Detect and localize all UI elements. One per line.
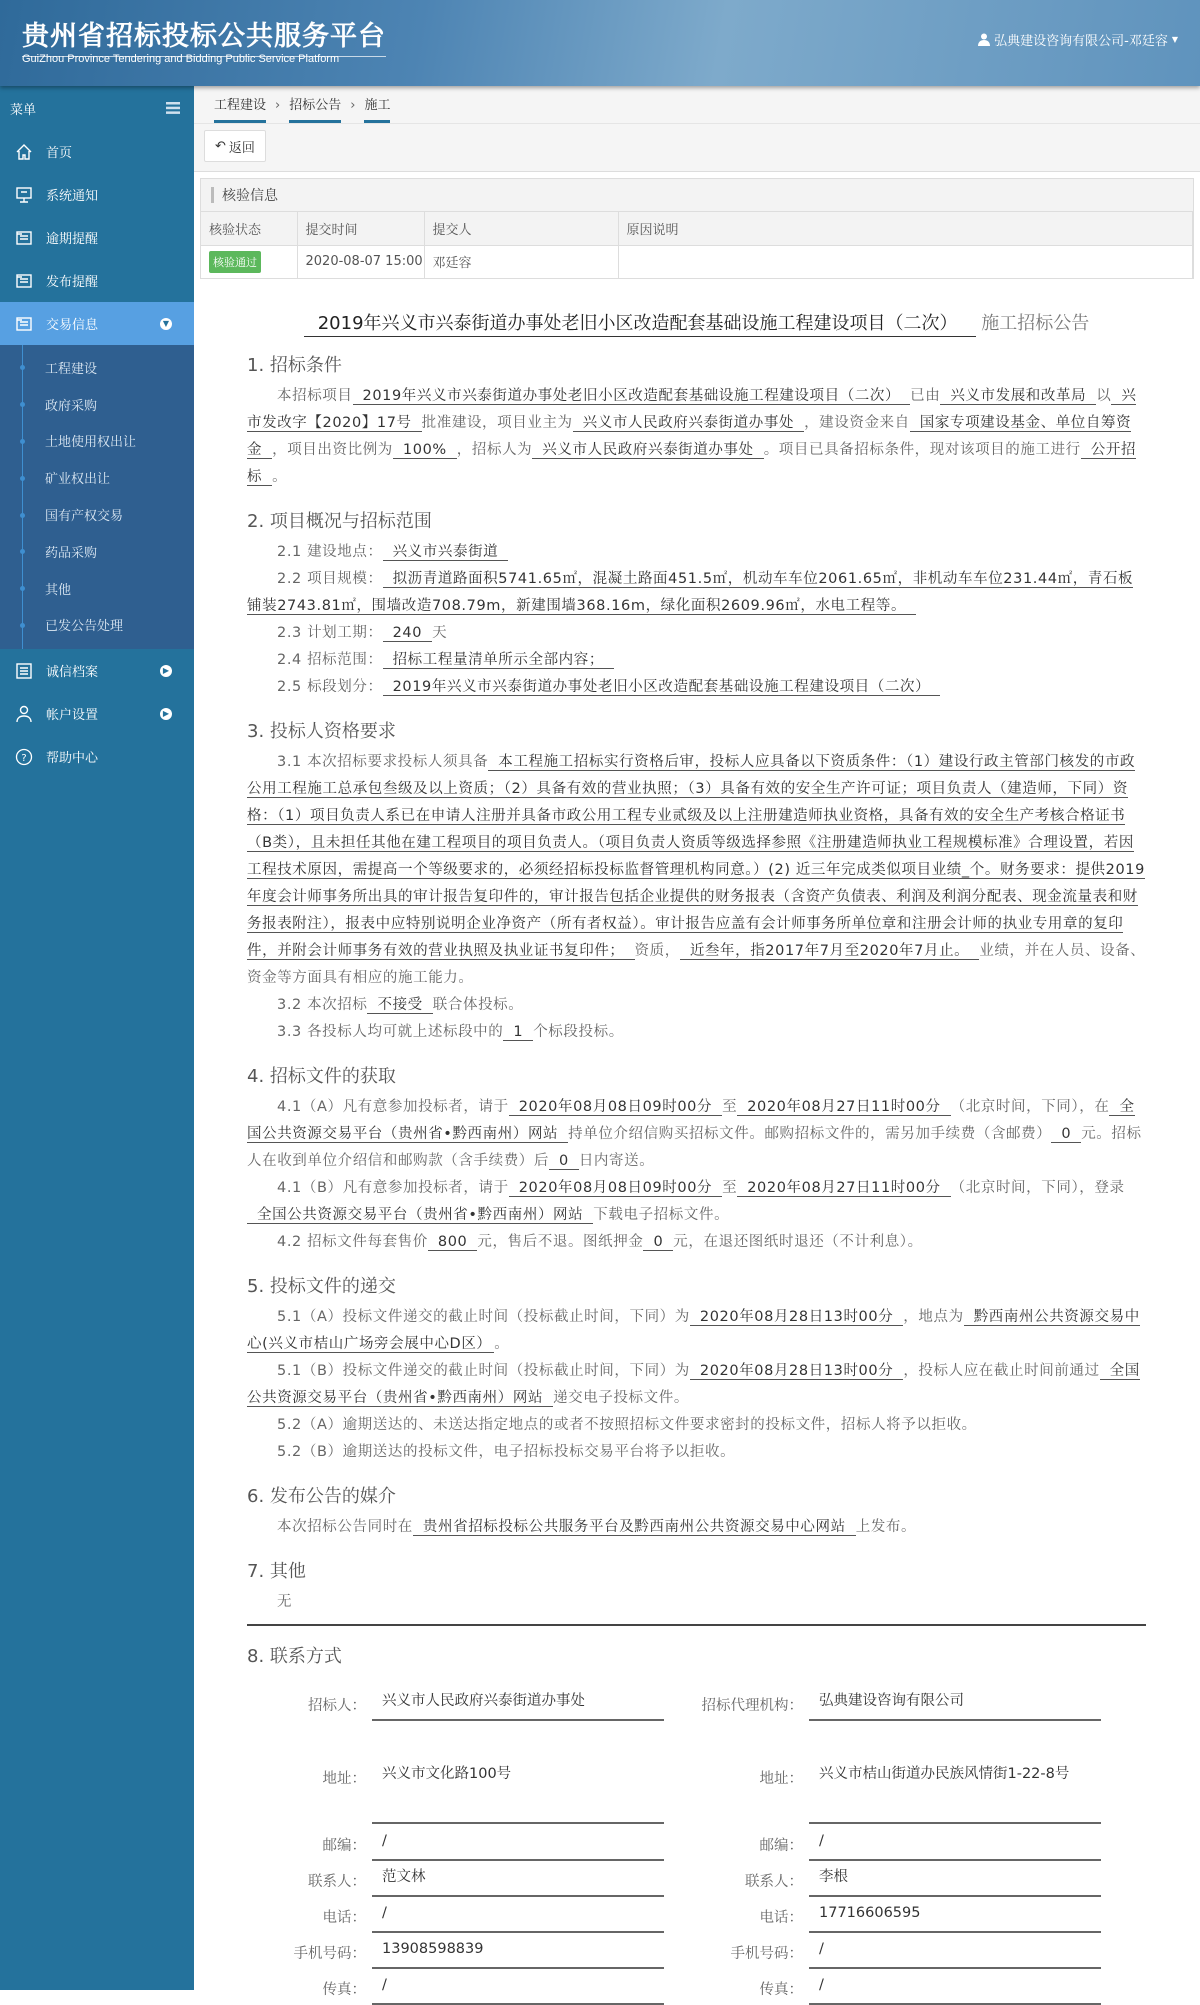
text-segment: 个标段投标。: [533, 1024, 624, 1040]
filled-value: 兴义市人民政府兴泰街道办事处: [532, 442, 763, 459]
verify-table: [201, 212, 1193, 278]
filled-value: 800: [428, 1234, 477, 1251]
contact-label: 邮编：: [322, 1838, 366, 1854]
sidebar: [0, 86, 194, 1990]
text-segment: （北京时间，下同），在: [950, 1099, 1110, 1115]
section-heading: 7. 其他: [247, 1561, 306, 1582]
contact-label: 联系人：: [745, 1874, 803, 1890]
text-segment: 2.2 项目规模：: [277, 571, 383, 587]
submenu-item[interactable]: 其他: [0, 570, 194, 607]
filled-value: 2020年08月27日11时00分: [737, 1099, 950, 1116]
divider: [247, 1624, 1146, 1626]
contact-row: [247, 1688, 664, 1721]
section-heading: 4. 招标文件的获取: [247, 1066, 396, 1087]
contact-label: 邮编：: [759, 1838, 803, 1854]
filled-value: 贵州省招标投标公共服务平台及黔西南州公共资源交易中心网站: [413, 1519, 856, 1536]
column-header: 原因说明: [618, 212, 1193, 245]
chevron-down-icon: ▼: [160, 318, 172, 330]
filled-value: 公开招标: [247, 442, 1137, 485]
text-segment: 资质，: [634, 943, 680, 959]
text-segment: ，地点为: [903, 1309, 964, 1325]
contact-info: [247, 1674, 1146, 1998]
contact-value: /: [372, 1828, 664, 1861]
paragraph: [247, 1094, 1146, 1175]
user-settings-icon: [14, 704, 34, 724]
submenu-item[interactable]: 政府采购: [0, 386, 194, 423]
contact-value: /: [809, 1972, 1101, 2005]
sidebar-item-label: 帮助中心: [46, 751, 99, 767]
paragraph: [247, 1175, 1146, 1229]
sidebar-item-account-settings[interactable]: [0, 692, 194, 735]
text-segment: 天: [432, 625, 448, 641]
text-segment: 本招标项目: [277, 388, 353, 404]
paragraph: [247, 674, 1146, 701]
contact-row: [247, 1972, 664, 2005]
text-segment: 元，在退还图纸时退还（不计利息）。: [673, 1234, 923, 1250]
filled-value: 兴义市人民政府兴泰街道办事处: [573, 415, 804, 432]
contact-row: [247, 1936, 664, 1969]
user-menu[interactable]: [978, 30, 1178, 49]
paragraph: [247, 566, 1146, 620]
sidebar-item-overdue[interactable]: [0, 216, 194, 259]
filled-value: 2020年08月28日13时00分: [690, 1309, 903, 1326]
contact-label: 手机号码：: [293, 1946, 366, 1962]
back-icon: ↶: [215, 138, 226, 154]
site-logo-subtitle: GuiZhou Province Tendering and Bidding Public Service Platform: [22, 53, 340, 65]
contact-label: 传真：: [322, 1982, 366, 1998]
contact-value: /: [809, 1828, 1101, 1861]
contact-value: 弘典建设咨询有限公司: [809, 1688, 1101, 1721]
text-segment: 至: [722, 1099, 738, 1115]
text-segment: 上发布。: [855, 1519, 917, 1535]
sidebar-item-help[interactable]: [0, 735, 194, 778]
user-name: 弘典建设咨询有限公司-邓廷容: [994, 34, 1168, 49]
contact-label: 传真：: [759, 1982, 803, 1998]
filled-value: 2020年08月08日09时00分: [509, 1180, 722, 1197]
contact-row: [247, 1828, 664, 1861]
verify-info-title: 核验信息: [201, 179, 1193, 212]
paragraph: [247, 647, 1146, 674]
text-segment: 。: [494, 1336, 510, 1352]
contact-label: 电话：: [322, 1910, 366, 1926]
sidebar-item-label: 逾期提醒: [46, 232, 99, 247]
submenu-item[interactable]: 已发公告处理: [0, 607, 194, 644]
text-segment: 持单位介绍信购买招标文件。邮购招标文件的，需另加手续费（含邮费）: [568, 1126, 1052, 1142]
filled-value: 100%: [393, 442, 457, 459]
breadcrumb-item[interactable]: 招标公告: [289, 94, 341, 123]
user-icon: [978, 33, 990, 46]
filled-value: 2020年08月27日11时00分: [737, 1180, 950, 1197]
contact-label: 地址：: [759, 1770, 803, 1787]
sidebar-item-label: 系统通知: [46, 189, 99, 204]
paragraph: [247, 383, 1146, 491]
paragraph: [247, 1412, 1146, 1439]
contact-row: [684, 1936, 1101, 1969]
contact-row: [247, 1730, 664, 1824]
toolbar: [194, 124, 1200, 172]
back-label: 返回: [228, 140, 255, 156]
contact-value: /: [809, 1936, 1101, 1969]
text-segment: 下载电子招标文件。: [593, 1207, 730, 1223]
paragraph: [247, 539, 1146, 566]
sidebar-item-notices[interactable]: [0, 173, 194, 216]
contact-row: [684, 1972, 1101, 2005]
contact-row: [684, 1730, 1101, 1824]
list-icon: [14, 314, 34, 334]
text-segment: 元，售后不退。图纸押金: [477, 1234, 644, 1250]
text-segment: 3.1 本次招标要求投标人须具备: [277, 754, 489, 770]
text-segment: 2.1 建设地点：: [277, 544, 383, 560]
contact-value: 兴义市文化路100号: [372, 1730, 664, 1824]
filled-value: 0: [549, 1153, 579, 1170]
paragraph: [247, 1439, 1146, 1466]
text-segment: ，投标人应在截止时间前通过: [903, 1363, 1100, 1379]
text-segment: 日内寄送。: [578, 1153, 655, 1169]
text-segment: 5.1（B）投标文件递交的截止时间（投标截止时间，下同）为: [277, 1363, 690, 1379]
submenu-item[interactable]: 药品采购: [0, 533, 194, 570]
sidebar-item-label: 首页: [46, 146, 73, 161]
sidebar-item-publish-reminder[interactable]: [0, 259, 194, 302]
contact-label: 招标人：: [308, 1698, 366, 1714]
column-header: 核验状态: [201, 212, 297, 245]
filled-value: 全国公共资源交易平台（贵州省•黔西南州）网站: [247, 1099, 1135, 1142]
back-button[interactable]: [204, 130, 266, 162]
filled-value: 黔西南州公共资源交易中心(兴义市桔山广场旁会展中心D区）: [247, 1309, 1140, 1352]
text-segment: （北京时间，下同），登录: [950, 1180, 1125, 1196]
text-segment: ，项目出资比例为: [272, 442, 393, 458]
contact-row: [684, 1688, 1101, 1721]
filled-value: 2020年08月08日09时00分: [509, 1099, 722, 1116]
text-segment: 。项目已具备招标条件，现对该项目的施工进行: [763, 442, 1081, 458]
text-segment: 元。招标人在收到单位介绍信和邮购款（含手续费）后: [247, 1126, 1142, 1169]
contact-value: 13908598839: [372, 1936, 664, 1969]
text-segment: 以: [1096, 388, 1112, 404]
column-header: 提交人: [424, 212, 618, 245]
text-segment: 3.3 各投标人均可就上述标段中的: [277, 1024, 504, 1040]
menu-label: 菜单: [10, 102, 37, 118]
text-segment: 4.2 招标文件每套售价: [277, 1234, 428, 1250]
text-segment: 批准建设，项目业主为: [421, 415, 573, 431]
breadcrumb-item[interactable]: 工程建设: [214, 94, 266, 123]
site-header: [0, 0, 1200, 86]
text-segment: 5.2（A）逾期送达的、未送达指定地点的或者不按照招标文件要求密封的投标文件，招标人将予以拒收。: [277, 1417, 977, 1433]
paragraph: [247, 1019, 1146, 1046]
submenu-item[interactable]: 工程建设: [0, 349, 194, 386]
sidebar-item-label: 帐户设置: [46, 708, 99, 724]
filled-value: 招标工程量清单所示全部内容；: [383, 652, 614, 669]
breadcrumb-item[interactable]: 施工: [364, 94, 390, 123]
help-icon: [14, 747, 34, 767]
sidebar-item-credit-records[interactable]: [0, 649, 194, 692]
sidebar-item-home[interactable]: [0, 130, 194, 173]
paragraph: [247, 1514, 1146, 1541]
contact-label: 手机号码：: [730, 1946, 803, 1962]
breadcrumb: [194, 86, 1200, 124]
paragraph: [247, 1358, 1146, 1412]
text-segment: 3.2 本次招标: [277, 997, 368, 1013]
announcement-title: [247, 309, 1146, 335]
submitter: 邓廷容: [424, 245, 618, 278]
text-segment: 已由: [910, 388, 941, 404]
reason: [618, 245, 1193, 278]
contact-label: 地址：: [322, 1770, 366, 1787]
announcement-type: 施工招标公告: [981, 313, 1090, 334]
text-segment: 4.1（B）凡有意参加投标者，请于: [277, 1180, 509, 1196]
verify-info-panel: [200, 178, 1194, 279]
text-segment: 。: [272, 469, 288, 485]
contact-row: [684, 1828, 1101, 1861]
section-heading: 6. 发布公告的媒介: [247, 1486, 396, 1507]
text-segment: 4.1（A）凡有意参加投标者，请于: [277, 1099, 509, 1115]
sidebar-item-label: 交易信息: [46, 318, 99, 333]
filled-value: 拟沥青道路面积5741.65㎡，混凝土路面451.5㎡，机动车车位2061.65㎡，非机动车车位231.44㎡，青石板铺装2743.81㎡，围墙改造708.79m，新建围墙368.16m，绿化面积2609.96㎡，水电工程等。: [247, 571, 1134, 614]
site-logo-title[interactable]: 贵州省招标投标公共服务平台: [22, 14, 386, 57]
submenu-item[interactable]: 土地使用权出让: [0, 423, 194, 460]
filled-value: 2019年兴义市兴泰街道办事处老旧小区改造配套基础设施工程建设项目（二次）: [353, 388, 911, 405]
paragraph: [247, 1229, 1146, 1256]
menu-header: [0, 86, 194, 130]
filled-value: 国家专项建设基金、单位自筹资金: [247, 415, 1132, 458]
contact-label: 招标代理机构：: [701, 1698, 803, 1714]
filled-value: 1: [503, 1024, 533, 1041]
filled-value: 0: [643, 1234, 673, 1251]
table-row: [201, 245, 1193, 278]
chevron-right-icon: ▶: [160, 708, 172, 720]
contact-label: 联系人：: [308, 1874, 366, 1890]
text-segment: 5.2（B）逾期送达的投标文件，电子招标投标交易平台将予以拒收。: [277, 1444, 736, 1460]
hamburger-icon[interactable]: [166, 102, 180, 114]
section-heading: 3. 投标人资格要求: [247, 721, 396, 742]
contact-value: /: [372, 1900, 664, 1933]
text-segment: 2.3 计划工期：: [277, 625, 383, 641]
text-segment: 联合体投标。: [432, 997, 524, 1013]
section-heading: 8. 联系方式: [247, 1646, 342, 1667]
contact-value: 兴义市桔山街道办民族风情街1-22-8号: [809, 1730, 1101, 1824]
filled-value: 兴市发改字【2020】17号: [247, 388, 1137, 431]
text-segment: 无: [277, 1594, 293, 1610]
filled-value: 2019年兴义市兴泰街道办事处老旧小区改造配套基础设施工程建设项目（二次）: [383, 679, 941, 696]
svg-text:?: ?: [21, 752, 27, 764]
contact-row: [247, 1864, 664, 1897]
list-icon: [14, 271, 34, 291]
paragraph: [247, 620, 1146, 647]
submenu-trade-info: [0, 345, 194, 649]
text-segment: ，招标人为: [456, 442, 533, 458]
main-content: [194, 86, 1200, 1998]
filled-value: 兴义市发展和改革局: [940, 388, 1096, 405]
paragraph: [247, 992, 1146, 1019]
filled-value: 0: [1051, 1126, 1081, 1143]
section-heading: 5. 投标文件的递交: [247, 1276, 396, 1297]
text-segment: 2.4 招标范围：: [277, 652, 383, 668]
contact-row: [684, 1864, 1101, 1897]
filled-value: 全国公共资源交易平台（贵州省•黔西南州）网站: [247, 1207, 593, 1224]
project-name: 2019年兴义市兴泰街道办事处老旧小区改造配套基础设施工程建设项目（二次）: [304, 313, 976, 337]
list-icon: [14, 661, 34, 681]
filled-value: 240: [383, 625, 432, 642]
tender-announcement: [194, 309, 1200, 1998]
sidebar-item-trade-info[interactable]: [0, 302, 194, 345]
sidebar-item-label: 发布提醒: [46, 275, 99, 290]
announcement-sections: [247, 349, 1146, 1616]
filled-value: 2020年08月28日13时00分: [690, 1363, 903, 1380]
contact-row: [247, 1900, 664, 1933]
filled-value: 不接受: [367, 997, 432, 1014]
text-segment: 本次招标公告同时在: [277, 1519, 413, 1535]
section-heading: 2. 项目概况与招标范围: [247, 511, 432, 532]
text-segment: 5.1（A）投标文件递交的截止时间（投标截止时间，下同）为: [277, 1309, 690, 1325]
paragraph: [247, 749, 1146, 992]
section-heading: 1. 招标条件: [247, 355, 342, 376]
list-icon: [14, 228, 34, 248]
paragraph: [247, 1304, 1146, 1358]
paragraph: [247, 1589, 1146, 1616]
text-segment: ，建设资金来自: [804, 415, 910, 431]
contact-value: 李根: [809, 1864, 1101, 1897]
text-segment: 业绩，并在人员、设备、资金等方面具有相应的施工能力。: [247, 943, 1146, 986]
contact-value: 范文林: [372, 1864, 664, 1897]
text-segment: 2.5 标段划分：: [277, 679, 383, 695]
text-segment: 至: [722, 1180, 738, 1196]
contact-value: /: [372, 1972, 664, 2005]
home-icon: [14, 142, 34, 162]
contact-label: 电话：: [759, 1910, 803, 1926]
column-header: 提交时间: [297, 212, 424, 245]
contact-value: 兴义市人民政府兴泰街道办事处: [372, 1688, 664, 1721]
contact-value: 17716606595: [809, 1900, 1101, 1933]
status-badge: 核验通过: [209, 251, 261, 273]
caret-down-icon: ▼: [1171, 35, 1178, 44]
monitor-icon: [14, 185, 34, 205]
breadcrumb-separator-icon: ›: [350, 98, 356, 113]
filled-value: 本工程施工招标实行资格后审，投标人应具备以下资质条件：（1）建设行政主管部门核发的市政公用工程施工总承包叁级及以上资质；（2）具备有效的营业执照；（3）具备有效的安全生产许可证；项目负责人（建造师，下同）资格：（1）项目负责人系已在申请人注册并具备市政公用工程专业贰级及以上注册建造师执业资格，具备有效的安全生产考核合格证书（B类），且未担任其他在建工程项目的项目负责人。（项目负责人资质等级选择参照《注册建造师执业工程规模标准》合理设置，若因工程技术原因，需提高一个等级要求的，必须经招标投标监督管理机构同意。）(2) 近三年完成类似项目业绩_个。财务要求：提供2019年度会计师事务所出具的审计报告复印件的，审计报告包括企业提供的财务报表（含资产负债表、利润及利润分配表、现金流量表和财务报表附注），报表中应特别说明企业净资产（所有者权益）。审计报告应盖有会计师事务所单位章和注册会计师的执业专用章的复印件，并附会计师事务有效的营业执照及执业证书复印件；: [247, 754, 1145, 959]
filled-value: 近叁年，指2017年7月至2020年7月止。: [680, 943, 979, 960]
chevron-right-icon: ▶: [160, 665, 172, 677]
submenu-item[interactable]: 国有产权交易: [0, 496, 194, 533]
text-segment: 递交电子投标文件。: [553, 1390, 689, 1406]
breadcrumb-separator-icon: ›: [275, 98, 281, 113]
submit-time: 2020-08-07 15:00: [297, 245, 424, 278]
contact-row: [684, 1900, 1101, 1933]
filled-value: 兴义市兴泰街道: [383, 544, 509, 561]
submenu-item[interactable]: 矿业权出让: [0, 459, 194, 496]
filled-value: 全国公共资源交易平台（贵州省•黔西南州）网站: [247, 1363, 1140, 1406]
sidebar-item-label: 诚信档案: [46, 665, 99, 681]
